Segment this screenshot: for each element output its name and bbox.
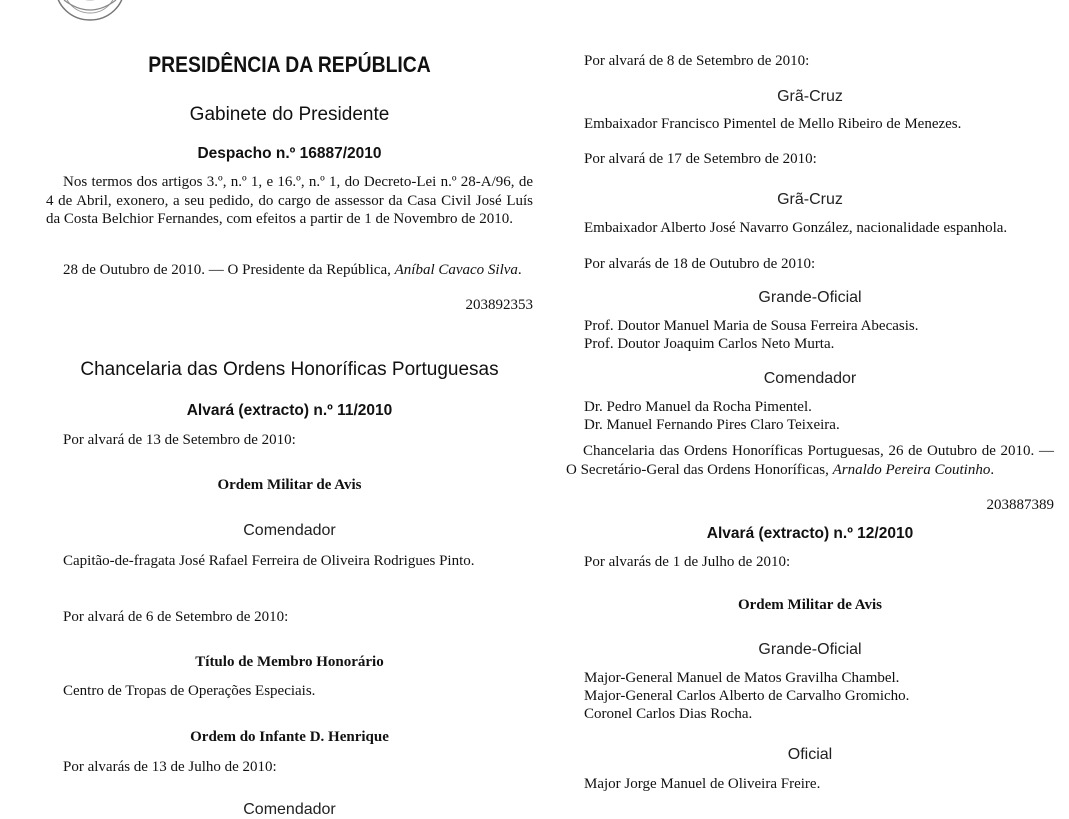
alvara-title: Alvará (extracto) n.º 11/2010 xyxy=(186,402,393,419)
alvara-date: Por alvará de 17 de Setembro de 2010: xyxy=(584,151,817,167)
honoree: Dr. Pedro Manuel da Rocha Pimentel. xyxy=(584,399,812,415)
grade-heading: Comendador xyxy=(243,522,336,539)
alvara-date: Por alvará de 13 de Setembro de 2010: xyxy=(63,432,296,448)
coat-of-arms-emblem xyxy=(50,0,130,24)
honoree: Capitão-de-fragata José Rafael Ferreira de Oliveira Rodrigues Pinto. xyxy=(63,553,475,569)
grade-heading: Comendador xyxy=(243,801,336,818)
order-heading: Ordem Militar de Avis xyxy=(737,597,882,613)
signatory-name: Arnaldo Pereira Coutinho xyxy=(832,461,991,478)
order-heading: Ordem do Infante D. Henrique xyxy=(190,729,389,745)
grade-heading: Grã-Cruz xyxy=(777,191,843,208)
signature-name: Aníbal Cavaco Silva xyxy=(394,262,518,278)
honoree: Dr. Manuel Fernando Pires Claro Teixeira. xyxy=(584,417,840,433)
grade-heading: Grande-Oficial xyxy=(758,289,862,306)
honoree: Embaixador Alberto José Navarro González, nacionalidade espanhola. xyxy=(584,220,1008,236)
honoree: Centro de Tropas de Operações Especiais. xyxy=(63,683,316,699)
chancelaria-heading: Chancelaria das Ordens Honoríficas Portuguesas xyxy=(80,359,499,380)
cabinet-heading: Gabinete do Presidente xyxy=(189,104,390,125)
honoree: Major Jorge Manuel de Oliveira Freire. xyxy=(584,776,821,792)
order-heading: Ordem Militar de Avis xyxy=(217,477,362,493)
despacho-signature: 28 de Outubro de 2010. — O Presidente da República, Aníbal Cavaco Silva. xyxy=(63,262,522,278)
alvara-date: Por alvará de 8 de Setembro de 2010: xyxy=(584,53,810,69)
grade-heading: Grande-Oficial xyxy=(758,641,862,658)
grade-heading: Comendador xyxy=(763,370,857,387)
closing-signature: Chancelaria das Ordens Honoríficas Portuguesas, 26 de Outubro de 2010. — O Secretário-Geral das Ordens Honoríficas, Arnaldo Pereira Coutinho. xyxy=(566,443,1054,478)
honoree: Major-General Manuel de Matos Gravilha Chambel. xyxy=(584,670,900,686)
honoree: Major-General Carlos Alberto de Carvalho Gromicho. xyxy=(584,688,910,704)
reference-number: 203892353 xyxy=(465,297,533,313)
alvara-date: Por alvarás de 18 de Outubro de 2010: xyxy=(584,256,816,272)
grade-heading: Grã-Cruz xyxy=(777,88,843,105)
alvara-title: Alvará (extracto) n.º 12/2010 xyxy=(706,525,914,542)
honoree: Prof. Doutor Manuel Maria de Sousa Ferreira Abecasis. xyxy=(584,318,919,334)
honoree: Embaixador Francisco Pimentel de Mello Ribeiro de Menezes. xyxy=(584,116,962,132)
alvara-date: Por alvarás de 13 de Julho de 2010: xyxy=(63,759,277,775)
page-title: PRESIDÊNCIA DA REPÚBLICA xyxy=(148,52,431,77)
honoree: Prof. Doutor Joaquim Carlos Neto Murta. xyxy=(584,336,835,352)
alvara-date: Por alvará de 6 de Setembro de 2010: xyxy=(63,609,289,625)
order-heading: Título de Membro Honorário xyxy=(195,654,384,670)
despacho-title: Despacho n.º 16887/2010 xyxy=(197,145,382,162)
honoree: Coronel Carlos Dias Rocha. xyxy=(584,706,753,722)
reference-number: 203887389 xyxy=(986,497,1054,513)
despacho-text: Nos termos dos artigos 3.º, n.º 1, e 16.º, n.º 1, do Decreto-Lei n.º 28-A/96, de 4 de Abril, exonero, a seu pedido, do cargo de assessor da Casa Civil José Luís da Costa Belchior Fernandes, com efeitos a partir de 1 de Novembro de 2010. xyxy=(46,174,533,227)
grade-heading: Oficial xyxy=(787,746,833,763)
alvara-date: Por alvarás de 1 de Julho de 2010: xyxy=(584,554,791,570)
